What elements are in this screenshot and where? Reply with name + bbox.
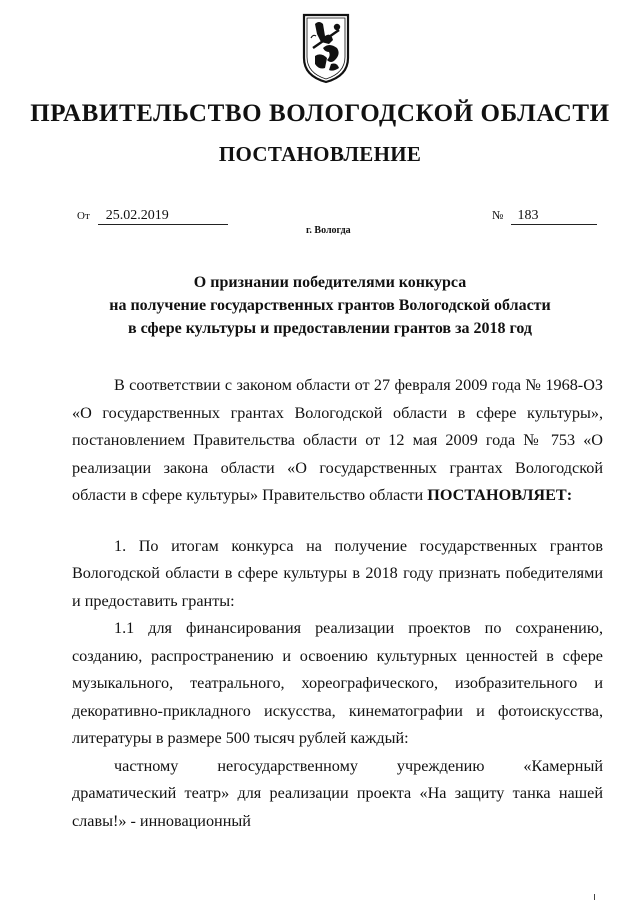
number-value: 183 xyxy=(511,208,597,225)
date-label: От xyxy=(77,210,90,222)
coat-of-arms-icon xyxy=(301,12,351,84)
city-name: г. Вологда xyxy=(306,225,351,236)
clause-1: 1. По итогам конкурса на получение государственных грантов Вологодской области в сфере культуры в 2018 году признать победителями и предоставить гранты: xyxy=(72,536,603,610)
resolution-body xyxy=(72,372,603,835)
document-date xyxy=(77,207,228,225)
document-type: ПОСТАНОВЛЕНИЕ xyxy=(218,142,422,166)
decree-keyword: ПОСТАНОВЛЯЕТ: xyxy=(427,486,573,504)
document-number xyxy=(492,207,597,225)
government-title: ПРАВИТЕЛЬСТВО ВОЛОГОДСКОЙ ОБЛАСТИ xyxy=(30,100,610,127)
subject-line: О признании победителями конкурса xyxy=(193,274,467,291)
clause-1-1: 1.1 для финансирования реализации проектов по сохранению, созданию, распространению и освоению культурных ценностей в сфере музыкального, театрального, хореографического, изобразительного и декоративно-прикладного искусства, кинематографии и фотоискусства, литературы в размере 500 тысяч рублей каждый: xyxy=(72,619,603,747)
preamble-text: В соответствии с законом области от 27 февраля 2009 года № 1968-ОЗ «О государственных грантах Вологодской области в сфере культуры», постановлением Правительства области от 12 мая 2009 года № 753 «О реализации закона области «О государственных грантах Вологодской области в сфере культуры» Правительство области xyxy=(72,376,603,504)
grant-recipient: частному негосударственному учреждению «Камерный драматический театр» для реализации проекта «На защиту танка нашей славы!» - инновационный xyxy=(72,756,603,830)
subject-line: в сфере культуры и предоставлении грантов за 2018 год xyxy=(127,320,532,337)
date-value: 25.02.2019 xyxy=(98,208,228,225)
preamble-paragraph xyxy=(72,372,603,510)
scan-mark xyxy=(594,894,595,900)
subject-line: на получение государственных грантов Вологодской области xyxy=(109,297,551,314)
number-label: № xyxy=(492,208,504,222)
resolution-subject xyxy=(100,271,560,340)
